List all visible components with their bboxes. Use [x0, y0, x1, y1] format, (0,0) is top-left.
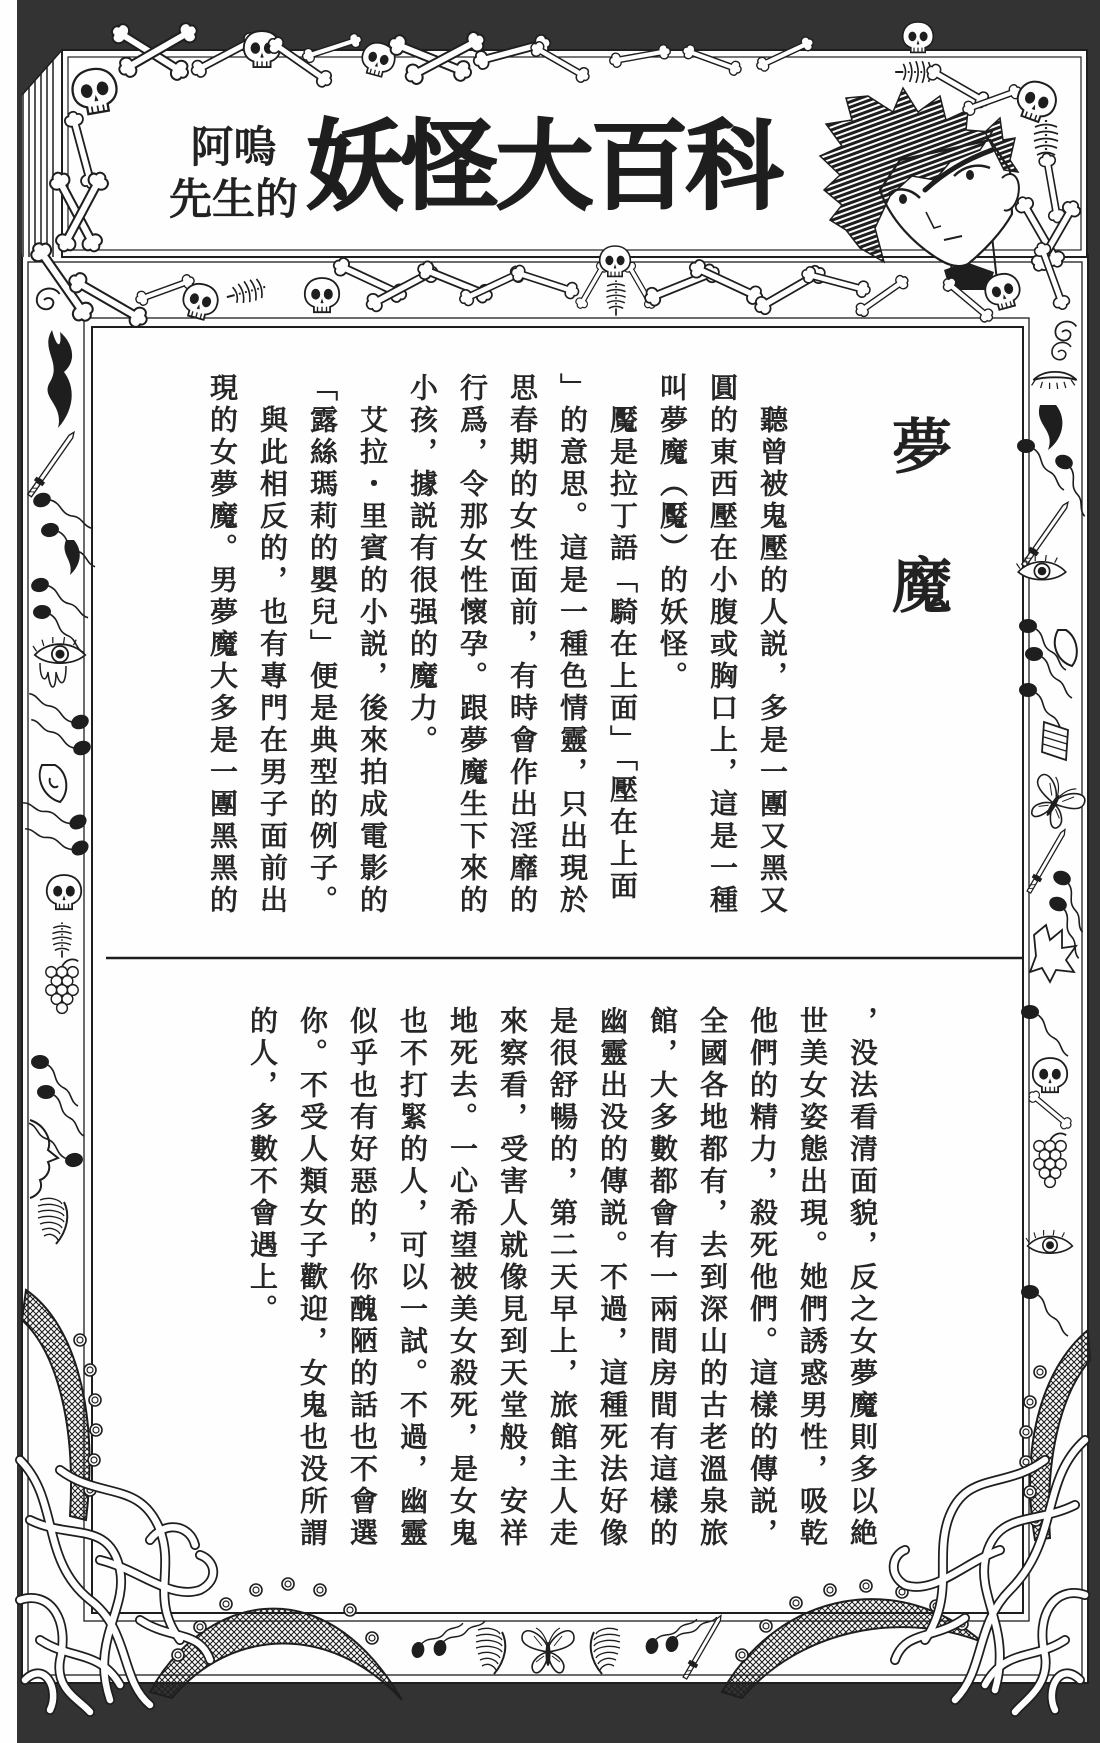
lower-text-column: 也不打緊的人，可以一試。不過，幽靈 — [396, 1006, 429, 1550]
upper-text-column: 行爲，令那女性懷孕。跟夢魔生下來的 — [456, 373, 489, 917]
upper-text-column: 艾拉・里賓的小説，後來拍成電影的 — [356, 405, 389, 917]
entry-heading-char-1: 夢 — [892, 413, 952, 483]
upper-text-column: 魘是拉丁語「騎在上面」「壓在上面 — [606, 405, 639, 903]
upper-text-column: 圓的東西壓在小腹或胸口上，這是一種 — [706, 373, 739, 917]
upper-text-column: 思春期的女性面前，有時會作出淫靡的 — [506, 373, 539, 917]
upper-text-column: 」的意思。這是一種色情靈，只出現於 — [556, 373, 589, 917]
lower-text-column: 全國各地都有，去到深山的古老溫泉旅 — [696, 1006, 729, 1550]
upper-text-column: 聽曾被鬼壓的人説，多是一團又黑又 — [756, 405, 789, 917]
lower-text-column: 幽靈出没的傳説。不過，這種死法好像 — [596, 1006, 629, 1550]
title-prefix-line-1: 阿嗚 — [190, 123, 277, 173]
lower-text-column: 他們的精力，殺死他們。這樣的傳説， — [746, 1006, 779, 1550]
upper-text-column: 「露絲瑪莉的嬰兒」便是典型的例子。 — [306, 373, 339, 917]
upper-text-column: 叫夢魔（魘）的妖怪。 — [656, 373, 689, 693]
upper-text-column: 與此相反的，也有專門在男子面前出 — [256, 405, 289, 917]
lower-text-column: 的人，多數不會遇上。 — [246, 1006, 279, 1326]
lower-text-column: 你。不受人類女子歡迎，女鬼也没所謂 — [296, 1006, 329, 1550]
lower-text-column: 是很舒暢的，第二天早上，旅館主人走 — [546, 1006, 579, 1550]
upper-text-column: 小孩，據説有很强的魔力。 — [406, 373, 439, 757]
lower-text-column: 似乎也有好惡的，你醜陋的話也不會選 — [346, 1006, 379, 1550]
entry-heading-char-2: 魔 — [892, 552, 952, 622]
lower-text-column: 地死去。一心希望被美女殺死，是女鬼 — [446, 1006, 479, 1550]
upper-text-column: 現的女夢魔。男夢魔大多是一團黑黑的 — [206, 373, 239, 917]
title-prefix-line-2: 先生的 — [169, 175, 298, 225]
lower-text-column: ，没法看清面貌，反之女夢魔則多以絶 — [846, 1006, 879, 1550]
lower-text-column: 館，大多數都會有一兩間房間有這樣的 — [646, 1006, 679, 1550]
lower-text-column: 世美女姿態出現。她們誘惑男性，吸乾 — [796, 1006, 829, 1550]
lower-text-column: 來察看，受害人就像見到天堂般，安祥 — [496, 1006, 529, 1550]
page-title: 妖怪大百科 — [306, 110, 781, 223]
